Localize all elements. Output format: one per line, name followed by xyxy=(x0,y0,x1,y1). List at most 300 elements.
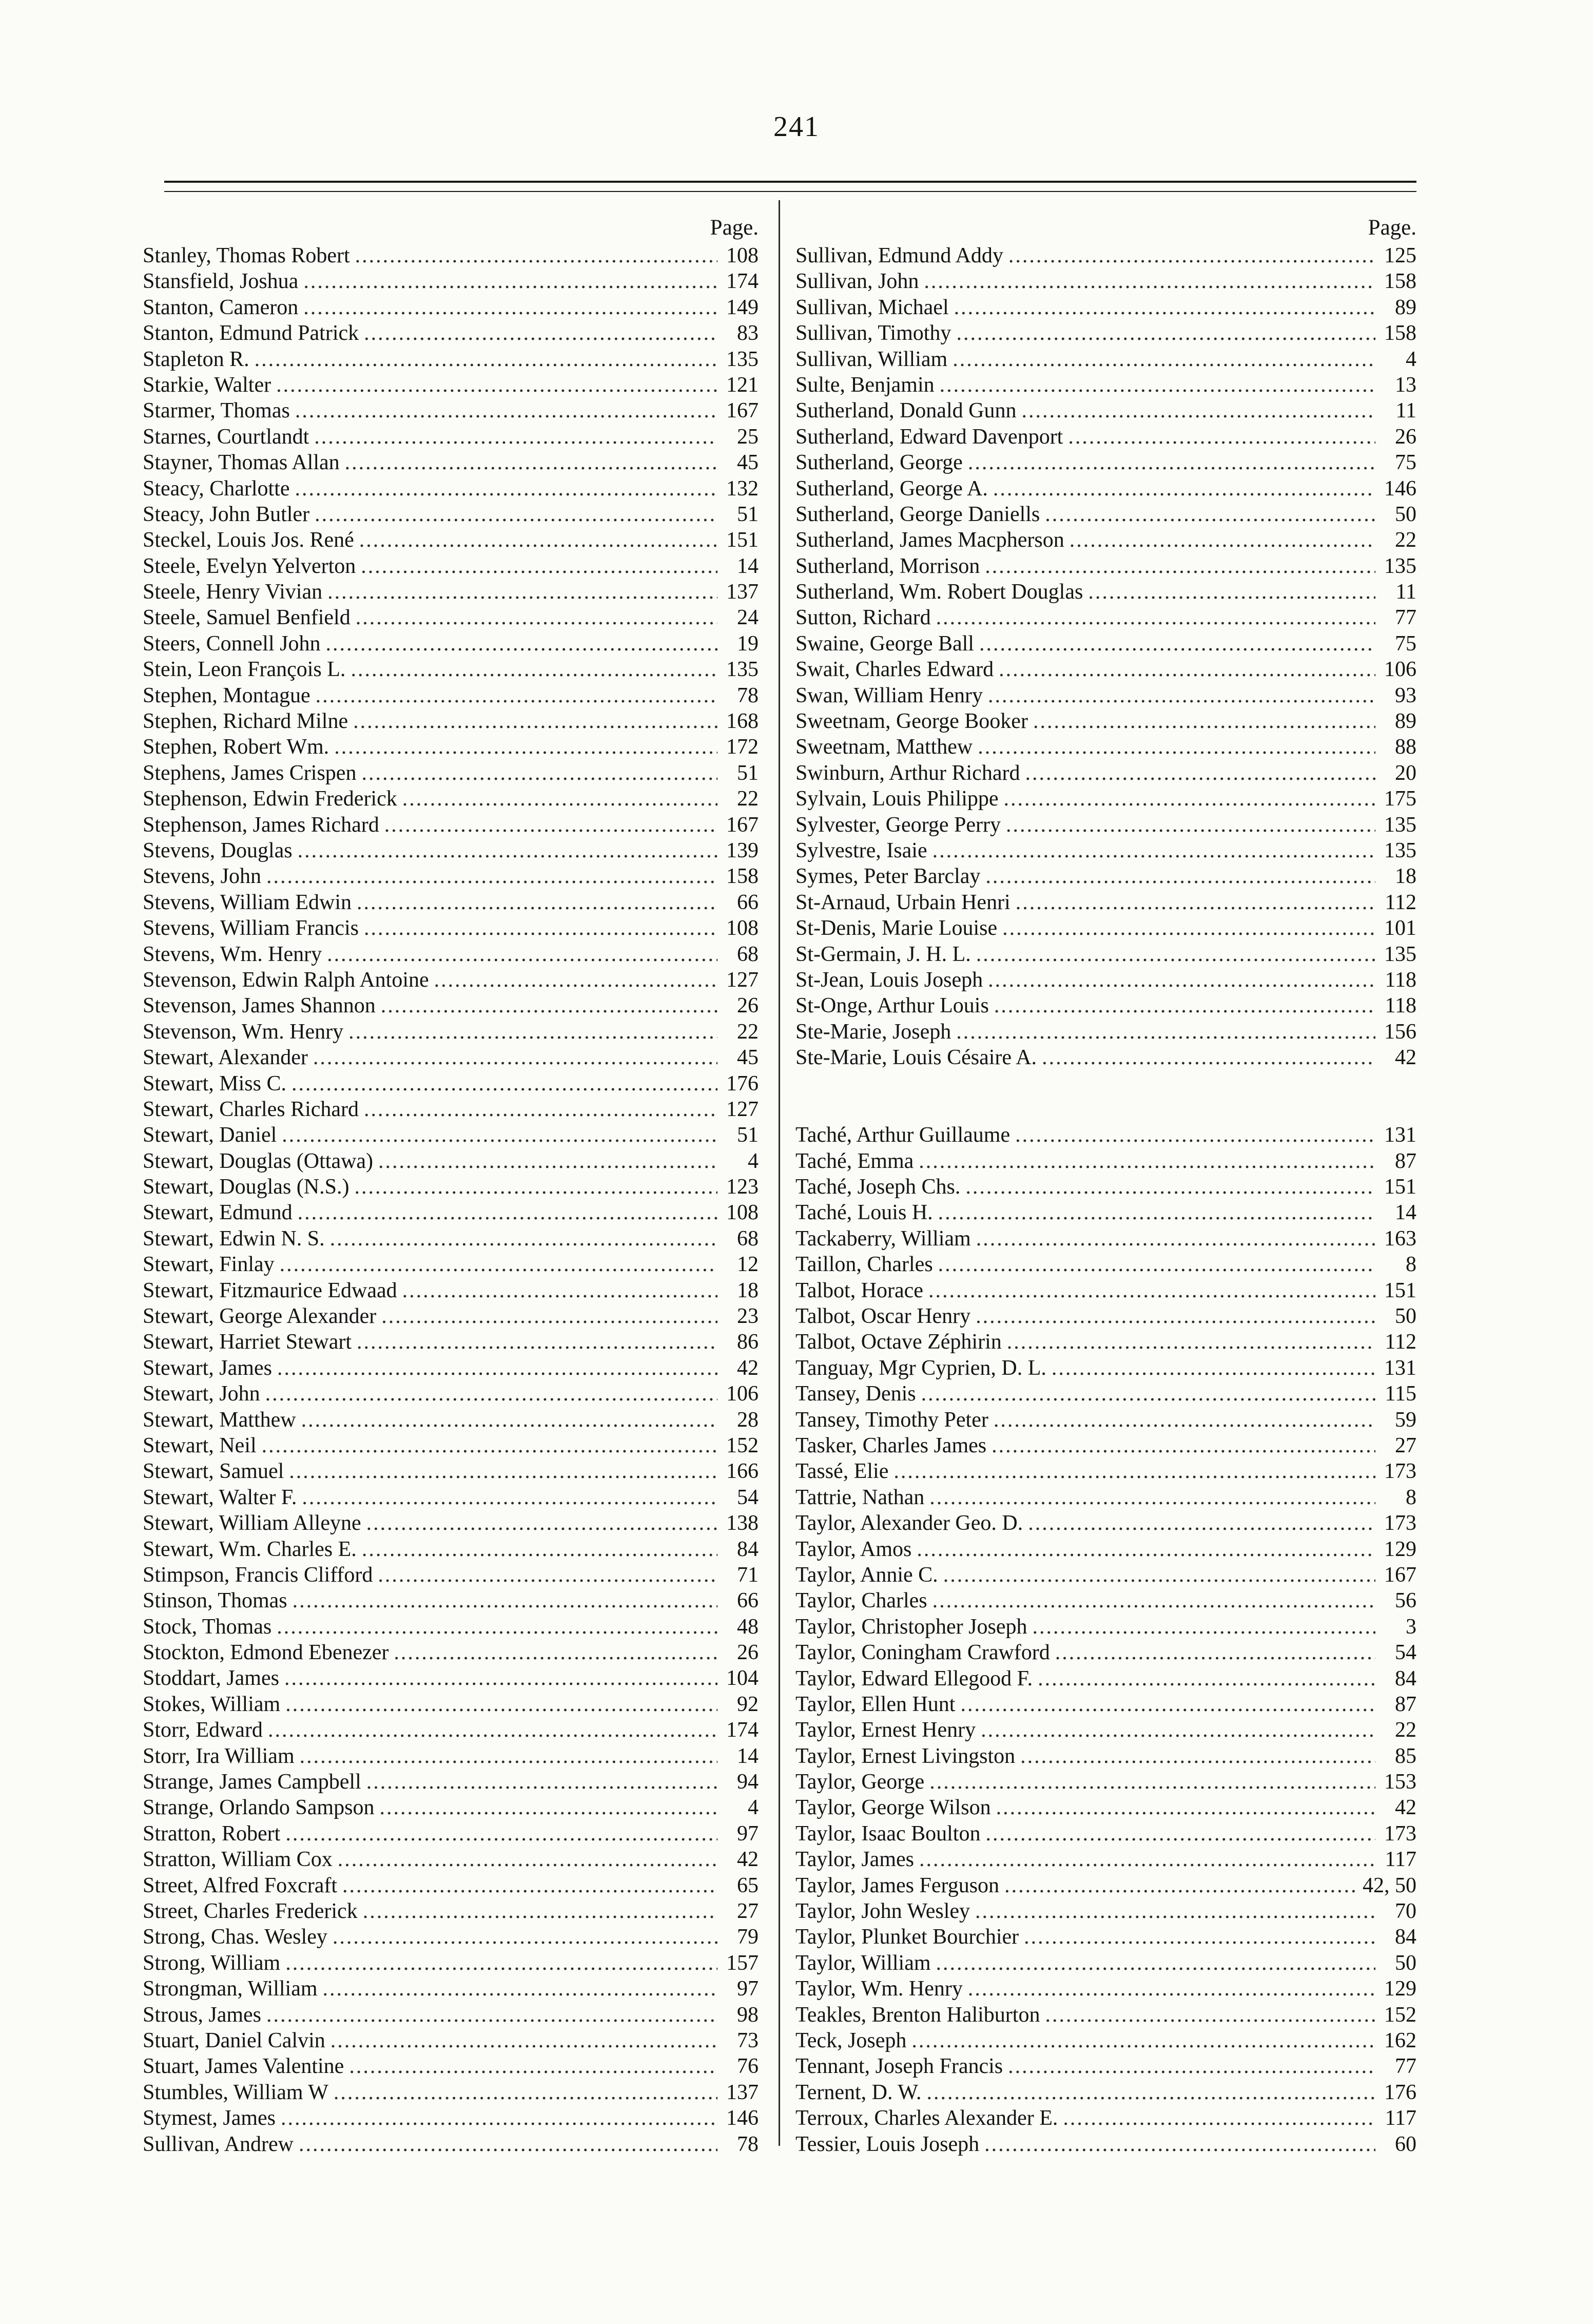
dot-leader xyxy=(327,942,717,967)
entry-page-number: 93 xyxy=(1395,683,1416,707)
page-number: 241 xyxy=(773,111,820,143)
index-entry xyxy=(143,1200,759,1225)
entry-name: Stephenson, Edwin Frederick xyxy=(143,787,397,811)
entry-page-number: 108 xyxy=(726,916,759,940)
index-entry xyxy=(143,631,759,657)
entry-page-number: 8 xyxy=(1406,1485,1416,1509)
entry-page-number: 51 xyxy=(737,761,759,785)
entry-name: Talbot, Horace xyxy=(795,1278,923,1302)
index-entry xyxy=(795,1045,1416,1070)
dot-leader xyxy=(911,2028,1375,2053)
dot-leader xyxy=(988,683,1375,708)
entry-name: Taylor, Coningham Crawford xyxy=(795,1641,1050,1665)
entry-page-number: 78 xyxy=(737,683,759,707)
dot-leader xyxy=(981,1717,1375,1743)
index-entry xyxy=(795,320,1416,346)
index-entry xyxy=(143,1588,759,1614)
entry-page-number: 163 xyxy=(1384,1226,1416,1251)
entry-name: St-Denis, Marie Louise xyxy=(795,916,998,940)
entry-page-number: 98 xyxy=(737,2003,759,2027)
entry-page-number: 68 xyxy=(737,1226,759,1251)
dot-leader xyxy=(1028,1510,1375,1536)
index-entry xyxy=(143,1614,759,1640)
entry-name: Taylor, Annie C. xyxy=(795,1563,938,1587)
entry-name: Steele, Henry Vivian xyxy=(143,580,323,604)
entry-page-number: 50 xyxy=(1395,1951,1416,1975)
index-entry xyxy=(795,553,1416,579)
dot-leader xyxy=(929,1485,1375,1510)
dot-leader xyxy=(953,347,1375,372)
entry-page-number: 51 xyxy=(737,502,759,526)
index-entry xyxy=(143,1665,759,1691)
entry-page-number: 18 xyxy=(1395,865,1416,889)
right-entry-list-t xyxy=(795,1122,1416,2157)
entry-name: Tattrie, Nathan xyxy=(795,1485,925,1509)
index-entry xyxy=(795,734,1416,760)
entry-page-number: 125 xyxy=(1384,244,1416,267)
dot-leader xyxy=(988,967,1375,993)
entry-name: Steele, Samuel Benfield xyxy=(143,606,351,630)
entry-page-number: 87 xyxy=(1395,1149,1416,1173)
entry-name: Symes, Peter Barclay xyxy=(795,865,981,889)
entry-name: Swan, William Henry xyxy=(795,683,983,707)
entry-page-number: 22 xyxy=(1395,1718,1416,1742)
entry-page-number: 73 xyxy=(737,2028,759,2052)
entry-page-number: 173 xyxy=(1384,1459,1416,1484)
entry-name: Stewart, James xyxy=(143,1356,272,1380)
entry-page-number: 174 xyxy=(726,270,759,294)
dot-leader xyxy=(255,347,717,372)
entry-page-number: 54 xyxy=(1395,1641,1416,1665)
dot-leader xyxy=(378,1562,717,1588)
entry-name: Storr, Edward xyxy=(143,1718,263,1742)
entry-name: Sutton, Richard xyxy=(795,606,931,630)
entry-page-number: 70 xyxy=(1395,1899,1416,1924)
dot-leader xyxy=(334,734,717,760)
index-entry xyxy=(795,1769,1416,1795)
dot-leader xyxy=(1055,1640,1375,1665)
entry-page-number: 54 xyxy=(737,1485,759,1509)
dot-leader xyxy=(936,605,1375,630)
dot-leader xyxy=(921,1381,1375,1407)
entry-name: Steele, Evelyn Yelverton xyxy=(143,554,356,578)
entry-name: Stevens, John xyxy=(143,865,261,889)
entry-page-number: 151 xyxy=(726,528,759,552)
entry-name: Stewart, Samuel xyxy=(143,1459,284,1484)
dot-leader xyxy=(960,1692,1375,1717)
index-entry xyxy=(795,450,1416,475)
entry-page-number: 127 xyxy=(726,1097,759,1121)
entry-page-number: 175 xyxy=(1384,787,1416,811)
entry-page-number: 77 xyxy=(1395,606,1416,630)
entry-page-number: 129 xyxy=(1384,1537,1416,1561)
entry-page-number: 157 xyxy=(726,1951,759,1975)
index-entry xyxy=(795,838,1416,863)
entry-page-number: 12 xyxy=(737,1253,759,1277)
dot-leader xyxy=(1021,398,1375,424)
index-entry xyxy=(143,527,759,553)
entry-name: Stumbles, William W xyxy=(143,2080,328,2104)
index-entry xyxy=(795,2002,1416,2028)
index-entry xyxy=(795,915,1416,941)
dot-leader xyxy=(361,553,717,579)
entry-page-number: 65 xyxy=(737,1873,759,1897)
dot-leader xyxy=(936,1950,1375,1976)
entry-name: Taillon, Charles xyxy=(795,1253,933,1277)
dot-leader xyxy=(1004,786,1375,812)
dot-leader xyxy=(999,657,1375,682)
dot-leader xyxy=(1024,1924,1375,1950)
entry-name: Stevenson, Wm. Henry xyxy=(143,1020,344,1044)
index-entry xyxy=(143,760,759,786)
index-entry xyxy=(143,1355,759,1381)
dot-leader xyxy=(265,1381,717,1407)
entry-name: Stewart, John xyxy=(143,1382,260,1406)
dot-leader xyxy=(919,1847,1375,1872)
column-divider xyxy=(779,200,780,2146)
entry-name: Taylor, Ellen Hunt xyxy=(795,1692,956,1716)
entry-name: Stephen, Montague xyxy=(143,683,310,707)
dot-leader xyxy=(976,1303,1375,1329)
entry-name: St-Onge, Arthur Louis xyxy=(795,994,989,1018)
entry-page-number: 77 xyxy=(1395,2054,1416,2079)
entry-page-number: 176 xyxy=(1384,2080,1416,2104)
entry-page-number: 146 xyxy=(726,2106,759,2130)
index-entry xyxy=(795,1174,1416,1200)
entry-name: Ste-Marie, Louis Césaire A. xyxy=(795,1046,1037,1070)
entry-page-number: 22 xyxy=(737,1020,759,1044)
dot-leader xyxy=(1004,1873,1357,1898)
entry-name: Talbot, Octave Zéphirin xyxy=(795,1330,1002,1354)
entry-page-number: 158 xyxy=(1384,270,1416,294)
entry-page-number: 152 xyxy=(1384,2003,1416,2027)
entry-page-number: 176 xyxy=(726,1071,759,1096)
entry-page-number: 23 xyxy=(737,1304,759,1329)
entry-name: Stock, Thomas xyxy=(143,1615,272,1639)
dot-leader xyxy=(303,295,717,320)
entry-page-number: 4 xyxy=(748,1149,759,1173)
dot-leader xyxy=(384,812,717,838)
index-entry xyxy=(143,1898,759,1924)
dot-leader xyxy=(984,2131,1375,2157)
index-entry xyxy=(795,863,1416,889)
entry-name: Strous, James xyxy=(143,2003,261,2027)
entry-page-number: 88 xyxy=(1395,735,1416,759)
entry-name: Stewart, William Alleyne xyxy=(143,1511,361,1535)
entry-page-number: 84 xyxy=(1395,1666,1416,1691)
entry-page-number: 28 xyxy=(737,1408,759,1432)
entry-name: Stevens, William Francis xyxy=(143,916,359,940)
index-entry xyxy=(795,1847,1416,1872)
dot-leader xyxy=(338,1847,717,1872)
dot-leader xyxy=(1008,243,1375,268)
entry-name: Stratton, Robert xyxy=(143,1821,281,1846)
entry-page-number: 106 xyxy=(726,1382,759,1406)
entry-page-number: 101 xyxy=(1384,916,1416,940)
entry-name: Stewart, Neil xyxy=(143,1433,257,1457)
entry-page-number: 20 xyxy=(1395,761,1416,785)
entry-page-number: 152 xyxy=(726,1433,759,1457)
index-entry xyxy=(143,2105,759,2131)
dot-leader xyxy=(893,1458,1375,1484)
dot-leader xyxy=(394,1640,717,1665)
entry-page-number: 84 xyxy=(737,1537,759,1561)
entry-name: Sweetnam, George Booker xyxy=(795,709,1028,734)
entry-name: Stokes, William xyxy=(143,1692,281,1716)
dot-leader xyxy=(993,476,1375,502)
dot-leader xyxy=(1020,1743,1375,1769)
entry-page-number: 173 xyxy=(1384,1821,1416,1846)
dot-leader xyxy=(985,1821,1375,1847)
entry-name: Taylor, Christopher Joseph xyxy=(795,1615,1027,1639)
dot-leader xyxy=(1042,1045,1375,1070)
index-entry xyxy=(143,1071,759,1097)
index-entry xyxy=(795,502,1416,527)
index-entry xyxy=(143,450,759,475)
dot-leader xyxy=(357,890,717,915)
index-entry xyxy=(143,1924,759,1950)
index-entry xyxy=(143,863,759,889)
dot-leader xyxy=(330,1226,717,1252)
entry-page-number: 117 xyxy=(1385,1848,1416,1872)
dot-leader xyxy=(345,450,717,475)
entry-page-number: 132 xyxy=(726,476,759,501)
entry-page-number: 27 xyxy=(1395,1433,1416,1457)
index-entry xyxy=(795,1924,1416,1950)
index-entry xyxy=(143,1433,759,1458)
entry-page-number: 25 xyxy=(737,425,759,449)
index-entry xyxy=(143,1847,759,1872)
index-entry xyxy=(143,605,759,630)
entry-page-number: 135 xyxy=(1384,554,1416,578)
entry-name: Taylor, Plunket Bourchier xyxy=(795,1925,1019,1949)
dot-leader xyxy=(289,1458,717,1484)
entry-page-number: 158 xyxy=(1384,321,1416,345)
index-entry xyxy=(795,1303,1416,1329)
dot-leader xyxy=(298,838,717,863)
index-entry xyxy=(143,1045,759,1070)
entry-page-number: 137 xyxy=(726,580,759,604)
entry-page-number: 153 xyxy=(1384,1770,1416,1794)
dot-leader xyxy=(334,2080,717,2105)
entry-name: Taylor, Amos xyxy=(795,1537,912,1561)
index-entry xyxy=(143,1329,759,1355)
dot-leader xyxy=(355,243,717,268)
entry-name: Stevenson, James Shannon xyxy=(143,994,376,1018)
entry-page-number: 151 xyxy=(1384,1175,1416,1199)
dot-leader xyxy=(381,993,717,1019)
entry-name: Swaine, George Ball xyxy=(795,631,974,656)
entry-page-number: 139 xyxy=(726,838,759,862)
dot-leader xyxy=(938,1200,1375,1225)
index-entry xyxy=(795,1536,1416,1562)
index-entry xyxy=(143,2131,759,2157)
entry-page-number: 138 xyxy=(726,1511,759,1535)
entry-name: Terroux, Charles Alexander E. xyxy=(795,2106,1058,2130)
entry-page-number: 66 xyxy=(737,1589,759,1613)
index-entry xyxy=(143,347,759,372)
entry-page-number: 11 xyxy=(1395,399,1416,423)
entry-name: Taylor, George xyxy=(795,1770,925,1794)
index-entry xyxy=(143,1174,759,1200)
dot-leader xyxy=(924,268,1375,294)
entry-name: Sutherland, Edward Davenport xyxy=(795,425,1063,449)
index-entry xyxy=(795,890,1416,915)
index-entry xyxy=(795,605,1416,630)
top-rule xyxy=(164,181,1416,183)
dot-leader xyxy=(1052,1355,1375,1381)
entry-page-number: 94 xyxy=(737,1770,759,1794)
entry-name: Strong, William xyxy=(143,1951,281,1975)
entry-name: Taylor, James xyxy=(795,1848,914,1872)
entry-name: Sylvain, Louis Philippe xyxy=(795,787,999,811)
entry-name: Sylvester, George Perry xyxy=(795,813,1001,837)
dot-leader xyxy=(402,786,717,812)
entry-name: Stephen, Richard Milne xyxy=(143,709,348,734)
index-entry xyxy=(795,993,1416,1019)
entry-page-number: 156 xyxy=(1384,1020,1416,1044)
left-entry-list xyxy=(143,243,759,2157)
index-entry xyxy=(143,993,759,1019)
index-entry xyxy=(143,1019,759,1045)
entry-page-number: 56 xyxy=(1395,1589,1416,1613)
index-entry xyxy=(795,1148,1416,1174)
entry-name: Stimpson, Francis Clifford xyxy=(143,1563,373,1587)
index-entry xyxy=(143,1485,759,1510)
index-entry xyxy=(795,1692,1416,1717)
dot-leader xyxy=(276,372,717,398)
index-entry xyxy=(795,786,1416,812)
dot-leader xyxy=(917,1536,1375,1562)
index-entry xyxy=(143,1097,759,1122)
index-entry xyxy=(143,268,759,294)
entry-page-number: 167 xyxy=(1384,1563,1416,1587)
entry-page-number: 42 xyxy=(737,1848,759,1872)
dot-leader xyxy=(325,631,717,657)
entry-name: Starnes, Courtlandt xyxy=(143,425,309,449)
dot-leader xyxy=(965,1174,1375,1200)
index-entry xyxy=(795,683,1416,708)
index-entry xyxy=(795,372,1416,398)
index-entry xyxy=(795,1122,1416,1148)
entry-page-number: 26 xyxy=(1395,425,1416,449)
dot-leader xyxy=(1032,1614,1375,1640)
entry-name: Stewart, Miss C. xyxy=(143,1071,287,1096)
index-entry xyxy=(795,2105,1416,2131)
index-entry xyxy=(143,1692,759,1717)
entry-name: Sutherland, Wm. Robert Douglas xyxy=(795,580,1083,604)
entry-name: Talbot, Oscar Henry xyxy=(795,1304,971,1329)
dot-leader xyxy=(357,1329,717,1355)
index-entry xyxy=(795,398,1416,424)
entry-page-number: 76 xyxy=(737,2054,759,2079)
dot-leader xyxy=(285,1950,717,1976)
entry-name: Ternent, D. W. xyxy=(795,2080,922,2104)
entry-page-number: 172 xyxy=(726,735,759,759)
entry-page-number: 129 xyxy=(1384,1977,1416,2001)
index-entry xyxy=(143,915,759,941)
entry-page-number: 14 xyxy=(737,1744,759,1768)
dot-leader xyxy=(282,1122,717,1148)
index-entry xyxy=(143,1303,759,1329)
dot-leader xyxy=(1068,424,1375,450)
index-entry xyxy=(143,372,759,398)
dot-leader xyxy=(975,1898,1375,1924)
dot-leader xyxy=(364,320,717,346)
entry-page-number: 137 xyxy=(726,2080,759,2104)
index-entry xyxy=(795,1717,1416,1743)
right-column xyxy=(795,213,1416,2157)
entry-name: Sullivan, Edmund Addy xyxy=(795,244,1003,267)
entry-page-number: 146 xyxy=(1384,476,1416,501)
index-entry xyxy=(795,2080,1416,2105)
entry-name: Tassé, Elie xyxy=(795,1459,889,1484)
entry-page-number: 151 xyxy=(1384,1278,1416,1302)
index-entry xyxy=(143,786,759,812)
entry-name: Tansey, Timothy Peter xyxy=(795,1408,988,1432)
entry-name: Sutherland, George A. xyxy=(795,476,988,501)
entry-name: Tanguay, Mgr Cyprien, D. L. xyxy=(795,1356,1046,1380)
entry-page-number: 84 xyxy=(1395,1925,1416,1949)
letter-section-gap xyxy=(795,1071,1416,1123)
entry-page-number: 108 xyxy=(726,1201,759,1225)
entry-page-number: 167 xyxy=(726,399,759,423)
entry-page-number: 85 xyxy=(1395,1744,1416,1768)
index-entry xyxy=(795,1898,1416,1924)
index-entry xyxy=(795,295,1416,320)
entry-name: Steacy, John Butler xyxy=(143,502,310,526)
index-entry xyxy=(143,1769,759,1795)
entry-page-number: 92 xyxy=(737,1692,759,1716)
entry-name: Stevens, Wm. Henry xyxy=(143,942,322,966)
entry-name: Strong, Chas. Wesley xyxy=(143,1925,327,1949)
entry-page-number: 14 xyxy=(737,554,759,578)
index-entry xyxy=(795,1226,1416,1252)
dot-leader xyxy=(299,2131,717,2157)
dot-leader xyxy=(351,657,717,682)
dot-leader xyxy=(285,1821,717,1847)
entry-page-number: 42, 50 xyxy=(1363,1873,1416,1897)
dot-leader xyxy=(1008,2053,1375,2079)
entry-page-number: 42 xyxy=(737,1356,759,1380)
index-entry xyxy=(143,1458,759,1484)
entry-name: Stanley, Thomas Robert xyxy=(143,244,350,267)
entry-name: Taylor, John Wesley xyxy=(795,1899,970,1924)
index-entry xyxy=(795,1795,1416,1820)
dot-leader xyxy=(277,1355,717,1381)
dot-leader xyxy=(292,1071,717,1097)
entry-name: Teakles, Brenton Haliburton xyxy=(795,2003,1040,2027)
entry-page-number: 42 xyxy=(1395,1046,1416,1070)
entry-page-number: 118 xyxy=(1385,968,1416,992)
dot-leader xyxy=(293,1588,717,1614)
entry-page-number: 4 xyxy=(1406,347,1416,371)
entry-page-number: 18 xyxy=(737,1278,759,1302)
dot-leader xyxy=(985,863,1375,889)
top-rule-thin xyxy=(164,191,1416,192)
entry-name: Sylvestre, Isaie xyxy=(795,838,927,862)
index-entry xyxy=(795,1252,1416,1277)
index-entry xyxy=(795,967,1416,993)
entry-name: Taché, Emma xyxy=(795,1149,914,1173)
entry-name: Sutherland, Morrison xyxy=(795,554,980,578)
dot-leader xyxy=(1025,760,1375,786)
index-entry xyxy=(795,1873,1416,1898)
entry-name: Stewart, George Alexander xyxy=(143,1304,377,1329)
dot-leader xyxy=(1070,527,1375,553)
entry-name: Tessier, Louis Joseph xyxy=(795,2132,980,2156)
index-entry xyxy=(143,579,759,605)
